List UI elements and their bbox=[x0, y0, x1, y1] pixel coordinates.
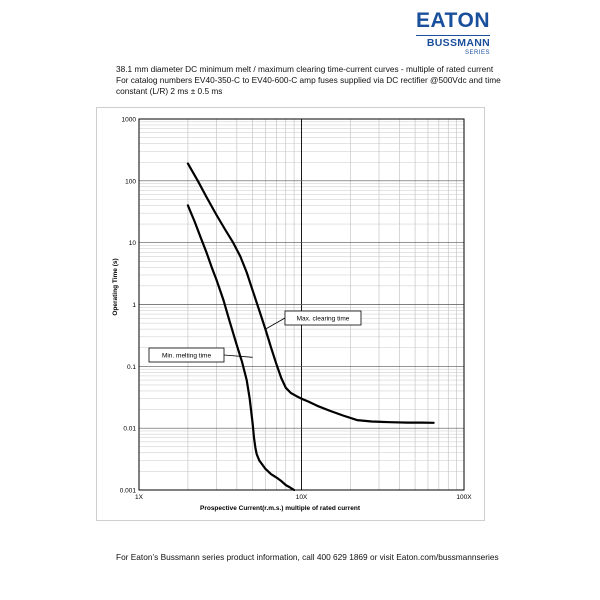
logo-sub: BUSSMANN bbox=[426, 37, 490, 49]
x-tick-label: 10X bbox=[295, 494, 308, 501]
max-clearing-curve bbox=[188, 164, 434, 423]
x-axis-label: Prospective Current(r.m.s.) multiple of rated current bbox=[199, 505, 361, 512]
min-melting-leader bbox=[224, 355, 253, 357]
y-tick-label: 1000 bbox=[121, 116, 136, 124]
y-tick-label: 0.1 bbox=[126, 363, 136, 371]
x-tick-labels bbox=[135, 494, 472, 501]
y-tick-label: 0.01 bbox=[123, 425, 136, 433]
max-clearing-callout-label: Max. clearing time bbox=[296, 315, 350, 323]
logo-series: SERIES bbox=[464, 50, 490, 56]
curves bbox=[188, 164, 434, 490]
y-axis-label: Operating Time (s) bbox=[112, 258, 119, 316]
callouts bbox=[149, 311, 361, 362]
y-tick-label: 0.001 bbox=[119, 487, 136, 495]
header-line-3: constant (L/R) 2 ms ± 0.5 ms bbox=[116, 86, 223, 97]
max-clearing-leader bbox=[265, 318, 285, 329]
y-tick-label: 100 bbox=[125, 178, 136, 186]
logo-brand: EATON bbox=[415, 9, 490, 32]
min-melting-callout-label: Min. melting time bbox=[161, 352, 212, 360]
x-tick-label: 1X bbox=[135, 494, 143, 501]
footer-contact: For Eaton’s Bussmann series product information, call 400 629 1869 or visit Eaton.com/bussmannseries bbox=[116, 552, 499, 562]
header-line-2: For catalog numbers EV40-350-C to EV40-600-C amp fuses supplied via DC rectifier @500Vdc and time bbox=[116, 75, 501, 86]
y-tick-labels bbox=[120, 117, 137, 495]
y-tick-label: 10 bbox=[128, 240, 136, 248]
header-line-1: 38.1 mm diameter DC minimum melt / maximum clearing time-current curves - multiple of rated current bbox=[116, 64, 494, 74]
y-tick-label: 1 bbox=[132, 302, 136, 309]
x-tick-label: 100X bbox=[456, 494, 472, 501]
